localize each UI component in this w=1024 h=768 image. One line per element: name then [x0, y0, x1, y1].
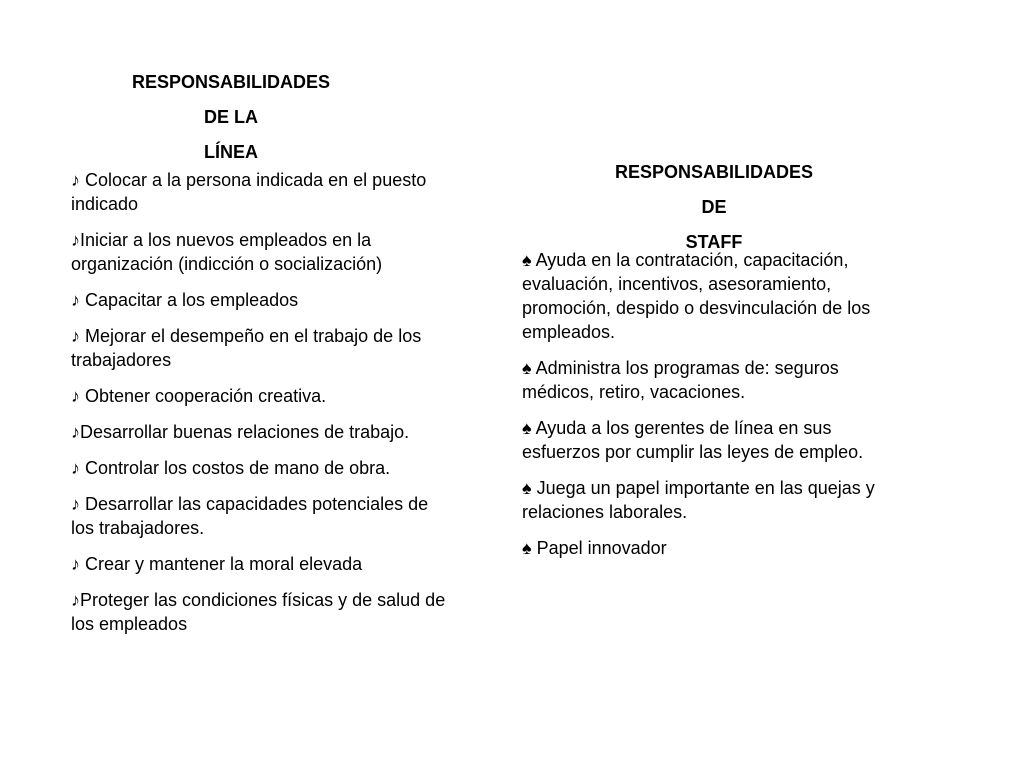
line-item-text: Colocar a la persona indicada en el puesto indicado: [71, 170, 427, 214]
music-note-icon: ♪: [71, 386, 80, 406]
line-item-text: Mejorar el desempeño en el trabajo de los trabajadores: [71, 326, 422, 370]
staff-responsibilities-column: [522, 155, 912, 572]
music-note-icon: ♪: [71, 590, 80, 610]
music-note-icon: ♪: [71, 422, 80, 442]
staff-item-text: Papel innovador: [531, 538, 667, 558]
music-note-icon: ♪: [71, 230, 80, 250]
line-item-text: Obtener cooperación creativa.: [80, 386, 327, 406]
line-item-text: Crear y mantener la moral elevada: [80, 554, 363, 574]
music-note-icon: ♪: [71, 458, 80, 478]
staff-item-text: Administra los programas de: seguros médicos, retiro, vacaciones.: [522, 358, 839, 402]
line-responsibilities-column: [71, 65, 451, 648]
music-note-icon: ♪: [71, 326, 80, 346]
line-item: [71, 228, 451, 276]
line-heading-2: DE LA: [204, 107, 258, 127]
music-note-icon: ♪: [71, 494, 80, 514]
staff-item-text: Ayuda a los gerentes de línea en sus esfuerzos por cumplir las leyes de empleo.: [522, 418, 864, 462]
spade-icon: ♠: [522, 418, 532, 438]
music-note-icon: ♪: [71, 170, 80, 190]
line-item: [71, 552, 451, 576]
staff-heading-2: DE: [701, 197, 727, 217]
staff-item: [522, 536, 912, 560]
line-item: [71, 168, 451, 216]
line-heading-3: LÍNEA: [204, 142, 258, 162]
line-item: [71, 384, 451, 408]
spade-icon: ♠: [522, 250, 532, 270]
music-note-icon: ♪: [71, 290, 80, 310]
line-item-text: Capacitar a los empleados: [80, 290, 299, 310]
line-heading-1: RESPONSABILIDADES: [131, 72, 331, 92]
line-item: [71, 288, 451, 312]
staff-item: [522, 476, 912, 524]
line-item-text: Desarrollar las capacidades potenciales de los trabajadores.: [71, 494, 429, 538]
staff-item-text: Juega un papel importante en las quejas y relaciones laborales.: [522, 478, 875, 522]
line-item: [71, 420, 451, 444]
line-item-text: Iniciar a los nuevos empleados en la organización (indicción o socialización): [71, 230, 383, 274]
line-item-text: Controlar los costos de mano de obra.: [80, 458, 391, 478]
staff-item: [522, 248, 912, 344]
staff-heading-1: RESPONSABILIDADES: [614, 162, 814, 182]
staff-item: [522, 416, 912, 464]
spade-icon: ♠: [522, 358, 532, 378]
spade-icon: ♠: [522, 478, 532, 498]
line-item: [71, 324, 451, 372]
line-item: [71, 456, 451, 480]
staff-heading-3: STAFF: [685, 232, 743, 252]
line-item-text: Desarrollar buenas relaciones de trabajo.: [80, 422, 410, 442]
staff-item-text: Ayuda en la contratación, capacitación, evaluación, incentivos, asesoramiento, promoción, despido o desvinculación de los empleados.: [522, 250, 871, 342]
line-item: [71, 492, 451, 540]
line-item-text: Proteger las condiciones físicas y de salud de los empleados: [71, 590, 446, 634]
line-item: [71, 588, 451, 636]
spade-icon: ♠: [522, 538, 532, 558]
staff-responsibilities-list: [522, 248, 912, 560]
music-note-icon: ♪: [71, 554, 80, 574]
staff-item: [522, 356, 912, 404]
line-responsibilities-list: [71, 168, 451, 636]
